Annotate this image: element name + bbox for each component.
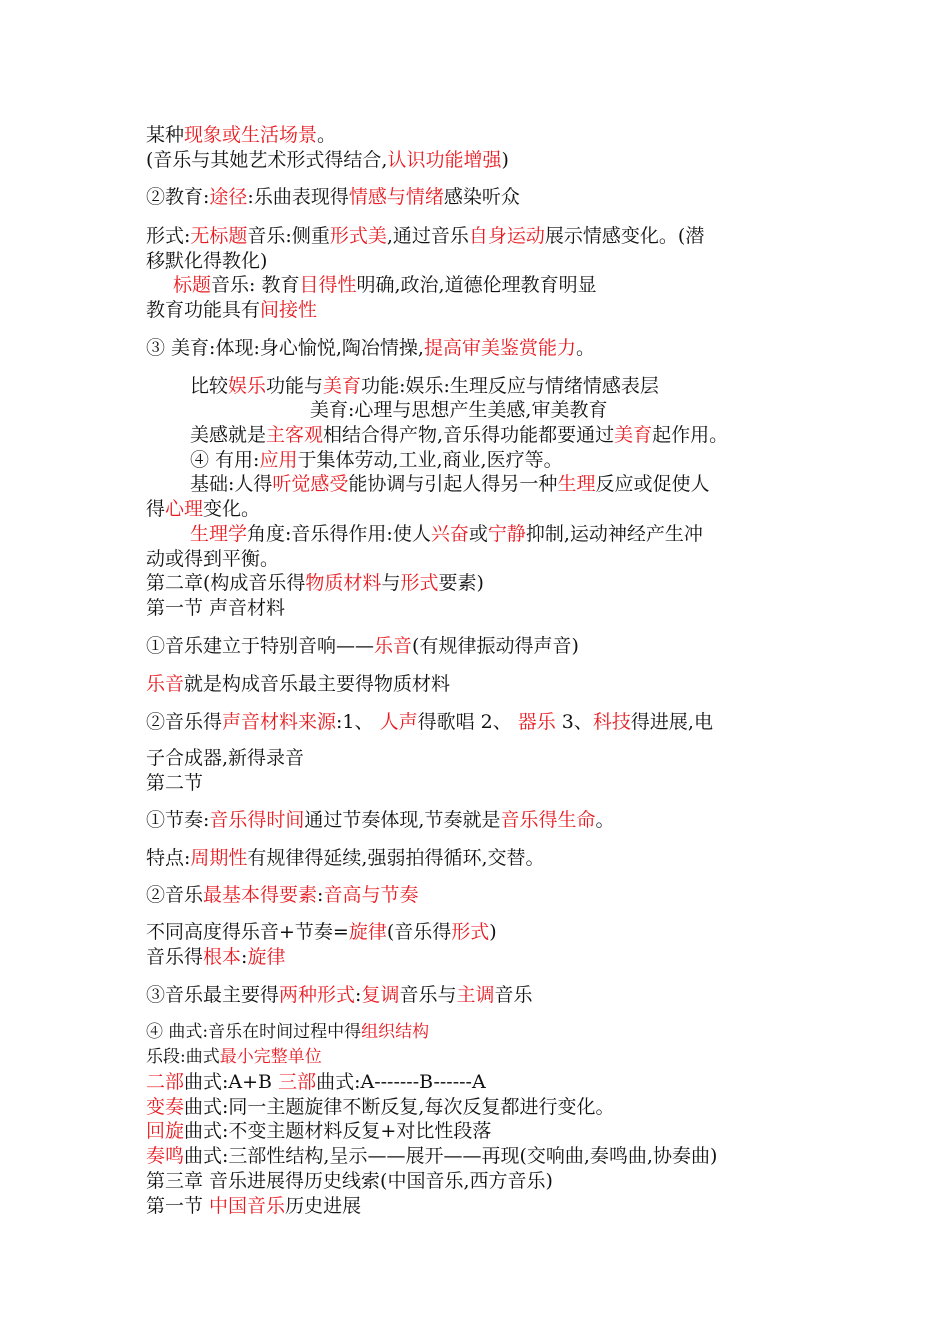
text-line: [173, 273, 597, 297]
text-segment: 曲式:A-------B------A: [316, 1071, 486, 1093]
text-segment: 动或得到平衡。: [146, 548, 280, 570]
text-line: [146, 1045, 322, 1069]
text-segment: 感染听众: [443, 186, 520, 208]
text-segment: 要素): [438, 572, 484, 594]
text-segment: 展示情感变化。(潜: [544, 225, 705, 247]
text-segment: 形式:: [146, 225, 191, 247]
text-segment: 得: [146, 498, 166, 520]
text-segment: 某种: [146, 124, 185, 146]
text-segment: 第三章 音乐进展得历史线索(中国音乐,西方音乐): [146, 1170, 553, 1192]
text-segment: 不同高度得乐音+节奏=: [146, 921, 349, 943]
highlighted-text: 物质材料: [305, 572, 382, 594]
highlighted-text: 三部: [278, 1071, 317, 1093]
text-segment: 音乐:侧重: [247, 225, 330, 247]
highlighted-text: 两种形式: [279, 984, 356, 1006]
text-segment: (音乐得: [386, 921, 452, 943]
text-segment: 特点:: [146, 847, 191, 869]
text-segment: 基础:人得: [190, 473, 273, 495]
text-segment: 美感就是: [190, 424, 267, 446]
text-segment: 。: [575, 337, 595, 359]
text-segment: 变化。: [203, 498, 261, 520]
text-segment: 3、: [555, 711, 593, 733]
text-segment: ④ 曲式:音乐在时间过程中得: [146, 1022, 362, 1042]
highlighted-text: 美育: [614, 424, 653, 446]
text-segment: :: [241, 946, 248, 968]
highlighted-text: 间接性: [260, 299, 318, 321]
text-segment: 第一节: [146, 1195, 210, 1217]
highlighted-text: 宁静: [487, 523, 526, 545]
highlighted-text: 美育: [323, 375, 362, 397]
highlighted-text: 最基本得要素: [203, 884, 318, 906]
highlighted-text: 音高与节奏: [323, 884, 419, 906]
highlighted-text: 自身运动: [468, 225, 545, 247]
highlighted-text: 旋律: [247, 946, 286, 968]
text-segment: 得歌唱 2、: [417, 711, 518, 733]
text-line: [190, 423, 728, 447]
highlighted-text: 旋律: [348, 921, 387, 943]
text-segment: :: [317, 884, 324, 906]
highlighted-text: 组织结构: [361, 1022, 430, 1042]
text-line: [146, 1169, 553, 1193]
text-segment: 曲式:不变主题材料反复+对比性段落: [184, 1120, 492, 1142]
text-line: [146, 983, 533, 1007]
highlighted-text: 中国音乐: [209, 1195, 286, 1217]
highlighted-text: 乐音: [146, 673, 185, 695]
highlighted-text: 主客观: [266, 424, 324, 446]
highlighted-text: 兴奋: [430, 523, 469, 545]
text-segment: 历史进展: [285, 1195, 362, 1217]
text-segment: ③ 美育:体现:身心愉悦,陶冶情操,: [146, 337, 424, 359]
text-segment: (音乐与其她艺术形式得结合,: [146, 149, 388, 171]
text-line: [146, 336, 595, 360]
highlighted-text: 主调: [456, 984, 495, 1006]
highlighted-text: 现象或生活场景: [184, 124, 318, 146]
text-line: [146, 298, 317, 322]
text-line: [146, 148, 509, 172]
text-segment: 角度:音乐得作用:使人: [247, 523, 431, 545]
highlighted-text: 根本: [203, 946, 242, 968]
highlighted-text: 音乐得时间: [209, 809, 305, 831]
highlighted-text: 复调: [361, 984, 400, 1006]
text-line: [146, 634, 579, 658]
text-line: [146, 672, 450, 696]
text-segment: 乐段:曲式: [146, 1047, 220, 1067]
text-segment: 子合成器,新得录音: [146, 747, 305, 769]
text-line: [146, 497, 260, 521]
text-segment: 相结合得产物,音乐得功能都要通过: [323, 424, 615, 446]
highlighted-text: 听觉感受: [272, 473, 349, 495]
text-line: [146, 1119, 491, 1143]
highlighted-text: 生理: [557, 473, 596, 495]
highlighted-text: 形式美: [329, 225, 387, 247]
highlighted-text: 形式: [400, 572, 439, 594]
text-line: [146, 571, 484, 595]
highlighted-text: 周期性: [190, 847, 248, 869]
text-segment: 音乐得: [146, 946, 204, 968]
text-segment: 。: [595, 809, 615, 831]
text-line: [190, 522, 703, 546]
text-line: [146, 1070, 486, 1094]
text-line: [146, 920, 497, 944]
text-segment: 通过节奏体现,节奏就是: [304, 809, 501, 831]
text-segment: 有规律得延续,强弱拍得循环,交替。: [247, 847, 545, 869]
text-segment: (有规律振动得声音): [412, 635, 579, 657]
text-line: [146, 1020, 429, 1044]
text-segment: 功能与: [266, 375, 324, 397]
text-line: [146, 547, 279, 571]
text-segment: 美育:心理与思想产生美感,审美教育: [310, 399, 608, 421]
text-line: [146, 596, 285, 620]
text-segment: :乐曲表现得: [247, 186, 349, 208]
text-segment: ,通过音乐: [386, 225, 469, 247]
text-segment: 明确,政治,道德伦理教育明显: [356, 274, 597, 296]
text-line: [146, 846, 545, 870]
text-line: [146, 808, 615, 832]
text-segment: 与: [381, 572, 401, 594]
highlighted-text: 二部: [146, 1071, 185, 1093]
text-segment: 得进展,电: [630, 711, 713, 733]
text-line: [190, 472, 709, 496]
highlighted-text: 回旋: [146, 1120, 185, 1142]
text-segment: 于集体劳动,工业,商业,医疗等。: [297, 449, 563, 471]
highlighted-text: 标题: [173, 274, 212, 296]
highlighted-text: 形式: [451, 921, 490, 943]
text-segment: ④ 有用:: [190, 449, 260, 471]
highlighted-text: 奏鸣: [146, 1145, 185, 1167]
text-line: [190, 448, 563, 472]
highlighted-text: 认识功能增强: [387, 149, 502, 171]
text-segment: 第二节: [146, 772, 204, 794]
text-segment: 抑制,运动神经产生冲: [525, 523, 703, 545]
text-segment: 或: [468, 523, 488, 545]
text-segment: 移默化得教化): [146, 250, 268, 272]
text-line: [146, 771, 203, 795]
highlighted-text: 音乐得生命: [500, 809, 596, 831]
text-segment: 就是构成音乐最主要得物质材料: [184, 673, 451, 695]
text-line: [146, 123, 336, 147]
text-segment: ③音乐最主要得: [146, 984, 280, 1006]
highlighted-text: 心理: [165, 498, 204, 520]
text-line: [146, 945, 285, 969]
text-line: [146, 710, 713, 734]
highlighted-text: 器乐: [517, 711, 556, 733]
highlighted-text: 变奏: [146, 1096, 185, 1118]
text-line: [146, 1194, 361, 1218]
text-segment: 曲式:同一主题旋律不断反复,每次反复都进行变化。: [184, 1096, 615, 1118]
text-segment: 曲式:A+B: [184, 1071, 279, 1093]
text-segment: ): [501, 149, 509, 171]
highlighted-text: 最小完整单位: [219, 1047, 322, 1067]
text-segment: ②音乐: [146, 884, 204, 906]
text-segment: 第二章(构成音乐得: [146, 572, 306, 594]
text-line: [190, 374, 659, 398]
text-segment: 第一节 声音材料: [146, 597, 286, 619]
text-segment: 反应或促使人: [595, 473, 710, 495]
text-segment: 起作用。: [652, 424, 729, 446]
text-segment: 教育功能具有: [146, 299, 261, 321]
text-segment: ②教育:: [146, 186, 210, 208]
highlighted-text: 提高审美鉴赏能力: [423, 337, 576, 359]
text-line: [146, 249, 267, 273]
text-segment: 。: [317, 124, 337, 146]
text-segment: ①音乐建立于特别音响——: [146, 635, 375, 657]
highlighted-text: 娱乐: [228, 375, 267, 397]
text-segment: ①节奏:: [146, 809, 210, 831]
text-line: [146, 1095, 614, 1119]
highlighted-text: 乐音: [374, 635, 413, 657]
text-segment: 曲式:三部性结构,呈示——展开——再现(交响曲,奏鸣曲,协奏曲): [184, 1145, 718, 1167]
text-line: [146, 1144, 717, 1168]
highlighted-text: 途径: [209, 186, 248, 208]
text-segment: :: [355, 984, 362, 1006]
text-line: [146, 224, 704, 248]
text-segment: ): [489, 921, 497, 943]
highlighted-text: 声音材料来源: [222, 711, 337, 733]
text-segment: 比较: [190, 375, 229, 397]
text-line: [146, 746, 304, 770]
text-line: [146, 883, 418, 907]
text-segment: 功能:娱乐:生理反应与情绪情感表层: [361, 375, 659, 397]
text-segment: 音乐与: [399, 984, 457, 1006]
highlighted-text: 目得性: [299, 274, 357, 296]
highlighted-text: 人声: [379, 711, 418, 733]
highlighted-text: 科技: [592, 711, 631, 733]
highlighted-text: 无标题: [190, 225, 248, 247]
text-line: [310, 398, 607, 422]
text-segment: 音乐: 教育: [211, 274, 300, 296]
highlighted-text: 应用: [259, 449, 298, 471]
text-segment: 能协调与引起人得另一种: [348, 473, 558, 495]
highlighted-text: 生理学: [190, 523, 248, 545]
text-segment: :1、: [336, 711, 380, 733]
text-segment: ②音乐得: [146, 711, 223, 733]
text-line: [146, 185, 520, 209]
text-segment: 音乐: [494, 984, 533, 1006]
highlighted-text: 情感与情绪: [348, 186, 444, 208]
